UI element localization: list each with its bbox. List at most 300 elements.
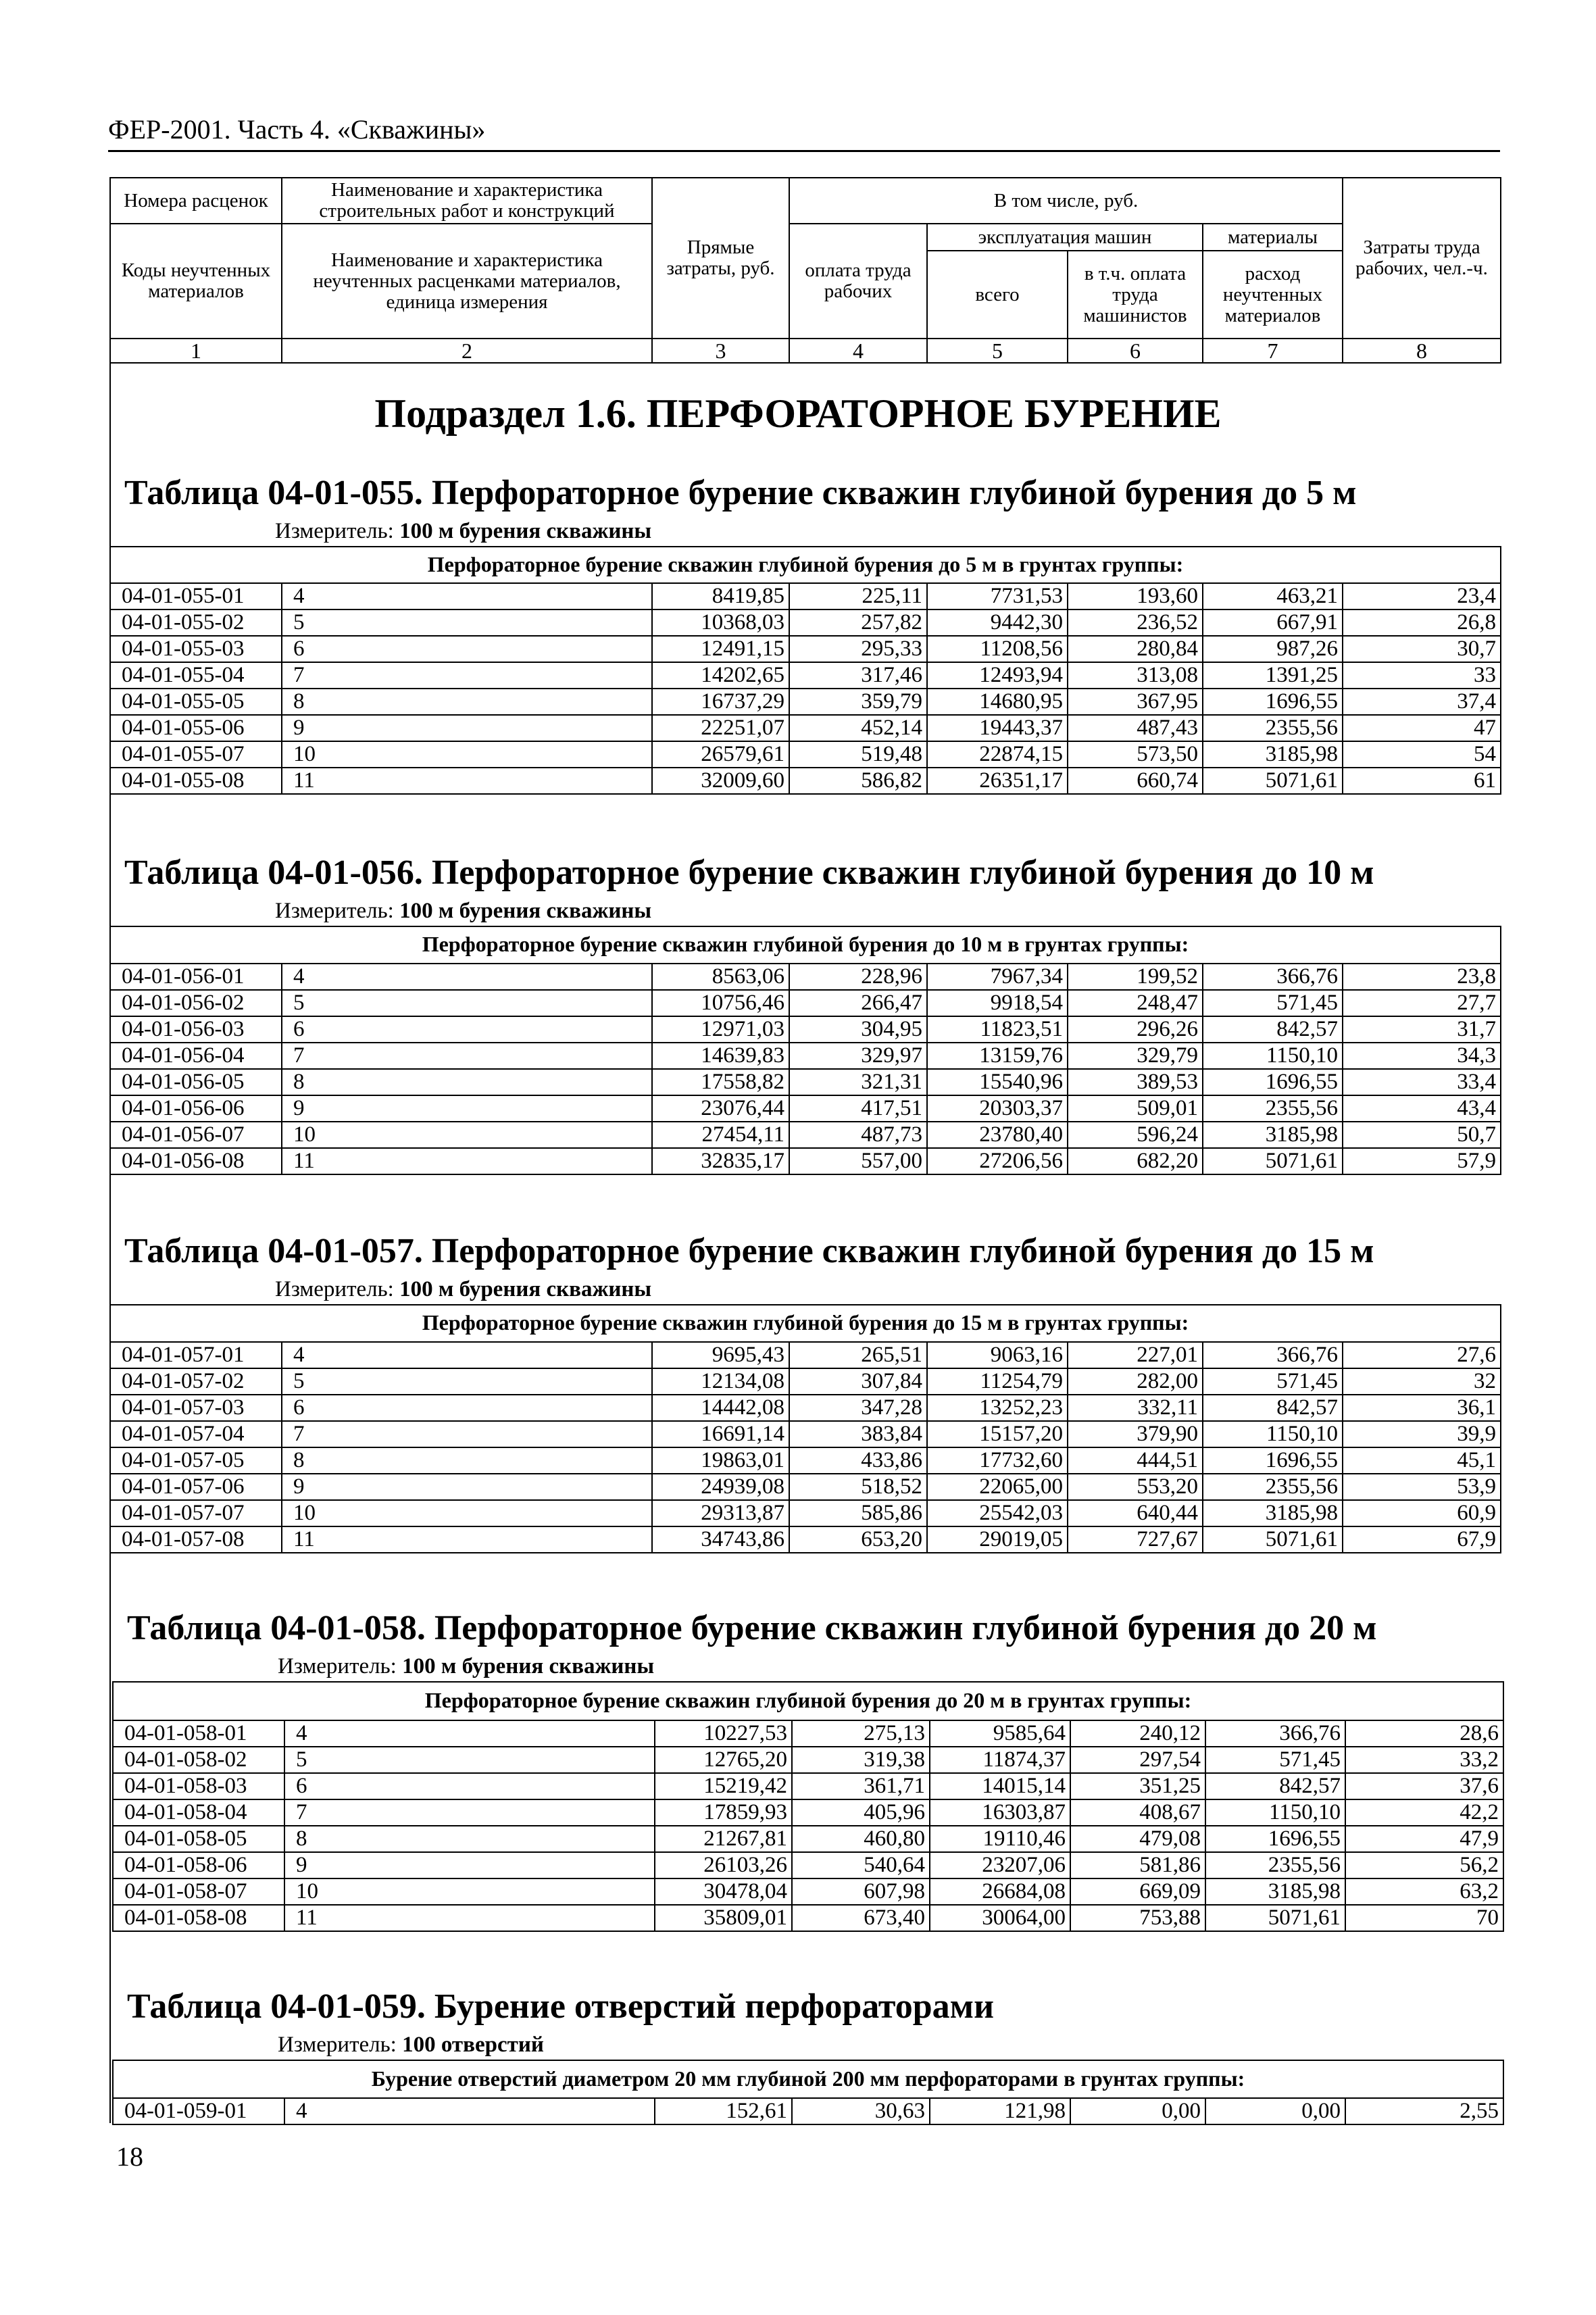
labor-hours-cell: 32 [1343, 1368, 1501, 1395]
worker-pay-cell: 383,84 [789, 1421, 927, 1447]
col-number-3: 3 [652, 339, 789, 363]
operator-pay-cell: 389,53 [1068, 1069, 1203, 1095]
operator-pay-cell: 329,79 [1068, 1043, 1203, 1069]
worker-pay-cell: 225,11 [789, 583, 927, 609]
table-row [110, 1395, 1501, 1421]
table-row [110, 1474, 1501, 1500]
table-subtitle: Перфораторное бурение скважин глубиной бурения до 20 м в грунтах группы: [424, 1688, 1192, 1712]
worker-pay-cell: 460,80 [792, 1826, 930, 1852]
direct-costs-cell: 21267,81 [655, 1826, 792, 1852]
unit-value: 100 отверстий [402, 2033, 544, 2057]
table-row [110, 964, 1501, 990]
soil-group-cell: 8 [282, 1447, 652, 1474]
table-row [110, 1043, 1501, 1069]
machines-total-cell: 11823,51 [927, 1016, 1068, 1043]
machines-total-cell: 22874,15 [927, 741, 1068, 768]
rate-table [109, 582, 1501, 795]
rate-code-cell: 04-01-055-04 [110, 662, 282, 689]
machines-total-cell: 30064,00 [930, 1905, 1070, 1931]
left-margin-rule [109, 346, 111, 2123]
table-row [110, 715, 1501, 741]
worker-pay-cell: 518,52 [789, 1474, 927, 1500]
machines-total-cell: 27206,56 [927, 1148, 1068, 1174]
col-direct-costs-header: Прямые затраты, руб. [652, 178, 789, 339]
operator-pay-cell: 753,88 [1070, 1905, 1205, 1931]
table-row [113, 1799, 1503, 1826]
soil-group-cell: 4 [282, 964, 652, 990]
rate-code-cell: 04-01-056-08 [110, 1148, 282, 1174]
machines-total-cell: 13252,23 [927, 1395, 1068, 1421]
col-material-name-header: Наименование и характеристика неучтенных расценками материалов, единица измерения [282, 224, 652, 339]
unit-value: 100 м бурения скважины [399, 1277, 652, 1301]
labor-hours-cell: 43,4 [1343, 1095, 1501, 1122]
table-row [113, 1878, 1503, 1905]
table-row [113, 1773, 1503, 1799]
worker-pay-cell: 417,51 [789, 1095, 927, 1122]
direct-costs-cell: 14639,83 [652, 1043, 789, 1069]
material-usage-cell: 3185,98 [1203, 1500, 1343, 1526]
table-title: Таблица 04-01-058. Перфораторное бурение скважин глубиной бурения до 20 м [127, 1609, 1377, 1647]
labor-hours-cell: 56,2 [1345, 1852, 1503, 1878]
rate-code-cell: 04-01-055-08 [110, 768, 282, 794]
labor-hours-cell: 30,7 [1343, 636, 1501, 662]
machines-total-cell: 7967,34 [927, 964, 1068, 990]
soil-group-cell: 4 [282, 583, 652, 609]
operator-pay-cell: 553,20 [1068, 1474, 1203, 1500]
table-row [113, 1852, 1503, 1878]
col-operator-pay-header: в т.ч. оплата труда машинистов [1068, 251, 1203, 339]
worker-pay-cell: 433,86 [789, 1447, 927, 1474]
table-row [110, 990, 1501, 1016]
soil-group-cell: 7 [282, 1421, 652, 1447]
direct-costs-cell: 10756,46 [652, 990, 789, 1016]
machines-total-cell: 23207,06 [930, 1852, 1070, 1878]
machines-total-cell: 11874,37 [930, 1747, 1070, 1773]
direct-costs-cell: 12134,08 [652, 1368, 789, 1395]
material-usage-cell: 0,00 [1205, 2098, 1345, 2124]
labor-hours-cell: 39,9 [1343, 1421, 1501, 1447]
table-row [110, 636, 1501, 662]
labor-hours-cell: 33 [1343, 662, 1501, 689]
rate-code-cell: 04-01-057-04 [110, 1421, 282, 1447]
table-subtitle-box [109, 546, 1501, 584]
direct-costs-cell: 16737,29 [652, 689, 789, 715]
column-header-table [109, 177, 1501, 364]
machines-total-cell: 121,98 [930, 2098, 1070, 2124]
operator-pay-cell: 236,52 [1068, 609, 1203, 636]
soil-group-cell: 9 [284, 1852, 655, 1878]
rate-code-cell: 04-01-057-03 [110, 1395, 282, 1421]
machines-total-cell: 23780,40 [927, 1122, 1068, 1148]
labor-hours-cell: 53,9 [1343, 1474, 1501, 1500]
direct-costs-cell: 14202,65 [652, 662, 789, 689]
soil-group-cell: 6 [282, 1395, 652, 1421]
soil-group-cell: 10 [282, 741, 652, 768]
table-title: Таблица 04-01-059. Бурение отверстий перфораторами [127, 1987, 995, 2026]
machines-total-cell: 11254,79 [927, 1368, 1068, 1395]
soil-group-cell: 7 [282, 1043, 652, 1069]
unit-label: Измеритель: [278, 2033, 397, 2057]
col-number-4: 4 [789, 339, 927, 363]
table-row [113, 1905, 1503, 1931]
machines-total-cell: 26351,17 [927, 768, 1068, 794]
worker-pay-cell: 266,47 [789, 990, 927, 1016]
rate-code-cell: 04-01-057-07 [110, 1500, 282, 1526]
table-unit [275, 1277, 651, 1302]
soil-group-cell: 6 [282, 636, 652, 662]
direct-costs-cell: 32009,60 [652, 768, 789, 794]
direct-costs-cell: 17859,93 [655, 1799, 792, 1826]
page-number: 18 [116, 2141, 143, 2172]
unit-value: 100 м бурения скважины [402, 1654, 655, 1678]
machines-total-cell: 7731,53 [927, 583, 1068, 609]
worker-pay-cell: 361,71 [792, 1773, 930, 1799]
rate-code-cell: 04-01-058-08 [113, 1905, 284, 1931]
soil-group-cell: 5 [282, 609, 652, 636]
machines-total-cell: 17732,60 [927, 1447, 1068, 1474]
rate-table [109, 963, 1501, 1175]
table-row [113, 1826, 1503, 1852]
soil-group-cell: 9 [282, 1474, 652, 1500]
labor-hours-cell: 33,4 [1343, 1069, 1501, 1095]
material-usage-cell: 1150,10 [1205, 1799, 1345, 1826]
rate-code-cell: 04-01-059-01 [113, 2098, 284, 2124]
machines-total-cell: 9918,54 [927, 990, 1068, 1016]
operator-pay-cell: 408,67 [1070, 1799, 1205, 1826]
worker-pay-cell: 319,38 [792, 1747, 930, 1773]
labor-hours-cell: 36,1 [1343, 1395, 1501, 1421]
operator-pay-cell: 297,54 [1070, 1747, 1205, 1773]
rate-code-cell: 04-01-057-02 [110, 1368, 282, 1395]
worker-pay-cell: 359,79 [789, 689, 927, 715]
operator-pay-cell: 280,84 [1068, 636, 1203, 662]
worker-pay-cell: 519,48 [789, 741, 927, 768]
material-usage-cell: 1696,55 [1203, 689, 1343, 715]
rate-code-cell: 04-01-057-01 [110, 1342, 282, 1368]
worker-pay-cell: 257,82 [789, 609, 927, 636]
operator-pay-cell: 367,95 [1068, 689, 1203, 715]
operator-pay-cell: 193,60 [1068, 583, 1203, 609]
worker-pay-cell: 653,20 [789, 1526, 927, 1553]
direct-costs-cell: 152,61 [655, 2098, 792, 2124]
worker-pay-cell: 487,73 [789, 1122, 927, 1148]
soil-group-cell: 5 [282, 990, 652, 1016]
rate-code-cell: 04-01-055-06 [110, 715, 282, 741]
rate-code-cell: 04-01-056-04 [110, 1043, 282, 1069]
table-unit [275, 519, 651, 544]
col-machines-header: эксплуатация машин [927, 224, 1203, 251]
material-usage-cell: 1391,25 [1203, 662, 1343, 689]
direct-costs-cell: 9695,43 [652, 1342, 789, 1368]
col-including-header: В том числе, руб. [789, 178, 1343, 224]
operator-pay-cell: 573,50 [1068, 741, 1203, 768]
material-usage-cell: 842,57 [1203, 1395, 1343, 1421]
operator-pay-cell: 444,51 [1068, 1447, 1203, 1474]
worker-pay-cell: 405,96 [792, 1799, 930, 1826]
material-usage-cell: 3185,98 [1203, 1122, 1343, 1148]
rate-code-cell: 04-01-057-06 [110, 1474, 282, 1500]
material-usage-cell: 2355,56 [1205, 1852, 1345, 1878]
worker-pay-cell: 452,14 [789, 715, 927, 741]
operator-pay-cell: 479,08 [1070, 1826, 1205, 1852]
soil-group-cell: 6 [282, 1016, 652, 1043]
rate-code-cell: 04-01-056-06 [110, 1095, 282, 1122]
operator-pay-cell: 727,67 [1068, 1526, 1203, 1553]
table-subtitle: Перфораторное бурение скважин глубиной бурения до 10 м в грунтах группы: [422, 932, 1189, 956]
col-materials-header: материалы [1203, 224, 1343, 251]
worker-pay-cell: 557,00 [789, 1148, 927, 1174]
table-title: Таблица 04-01-057. Перфораторное бурение скважин глубиной бурения до 15 м [124, 1232, 1374, 1270]
col-material-codes-header: Коды неучтенных материалов [110, 224, 282, 339]
material-usage-cell: 1150,10 [1203, 1421, 1343, 1447]
table-subtitle: Бурение отверстий диаметром 20 мм глубиной 200 мм перфораторами в грунтах группы: [371, 2066, 1245, 2091]
labor-hours-cell: 26,8 [1343, 609, 1501, 636]
soil-group-cell: 6 [284, 1773, 655, 1799]
soil-group-cell: 8 [284, 1826, 655, 1852]
operator-pay-cell: 313,08 [1068, 662, 1203, 689]
operator-pay-cell: 296,26 [1068, 1016, 1203, 1043]
operator-pay-cell: 0,00 [1070, 2098, 1205, 2124]
col-work-name-header: Наименование и характеристика строительных работ и конструкций [282, 178, 652, 224]
rate-code-cell: 04-01-055-03 [110, 636, 282, 662]
direct-costs-cell: 29313,87 [652, 1500, 789, 1526]
direct-costs-cell: 19863,01 [652, 1447, 789, 1474]
material-usage-cell: 366,76 [1203, 964, 1343, 990]
table-row [110, 583, 1501, 609]
col-number-8: 8 [1343, 339, 1501, 363]
direct-costs-cell: 30478,04 [655, 1878, 792, 1905]
machines-total-cell: 12493,94 [927, 662, 1068, 689]
table-unit [278, 2033, 544, 2058]
material-usage-cell: 571,45 [1203, 990, 1343, 1016]
machines-total-cell: 16303,87 [930, 1799, 1070, 1826]
labor-hours-cell: 57,9 [1343, 1148, 1501, 1174]
operator-pay-cell: 248,47 [1068, 990, 1203, 1016]
soil-group-cell: 10 [284, 1878, 655, 1905]
worker-pay-cell: 307,84 [789, 1368, 927, 1395]
machines-total-cell: 13159,76 [927, 1043, 1068, 1069]
operator-pay-cell: 240,12 [1070, 1720, 1205, 1747]
operator-pay-cell: 227,01 [1068, 1342, 1203, 1368]
unit-value: 100 м бурения скважины [399, 519, 652, 543]
machines-total-cell: 22065,00 [927, 1474, 1068, 1500]
direct-costs-cell: 23076,44 [652, 1095, 789, 1122]
table-subtitle: Перфораторное бурение скважин глубиной бурения до 5 м в грунтах группы: [427, 552, 1184, 576]
direct-costs-cell: 10368,03 [652, 609, 789, 636]
machines-total-cell: 26684,08 [930, 1878, 1070, 1905]
machines-total-cell: 15540,96 [927, 1069, 1068, 1095]
labor-hours-cell: 45,1 [1343, 1447, 1501, 1474]
rate-table [109, 1341, 1501, 1553]
table-row [110, 609, 1501, 636]
material-usage-cell: 366,76 [1205, 1720, 1345, 1747]
rate-code-cell: 04-01-058-02 [113, 1747, 284, 1773]
machines-total-cell: 9442,30 [927, 609, 1068, 636]
labor-hours-cell: 37,6 [1345, 1773, 1503, 1799]
table-row [110, 1500, 1501, 1526]
machines-total-cell: 11208,56 [927, 636, 1068, 662]
col-material-usage-header: расход неучтенных материалов [1203, 251, 1343, 339]
machines-total-cell: 14680,95 [927, 689, 1068, 715]
labor-hours-cell: 70 [1345, 1905, 1503, 1931]
labor-hours-cell: 2,55 [1345, 2098, 1503, 2124]
worker-pay-cell: 265,51 [789, 1342, 927, 1368]
worker-pay-cell: 586,82 [789, 768, 927, 794]
rate-code-cell: 04-01-058-04 [113, 1799, 284, 1826]
operator-pay-cell: 682,20 [1068, 1148, 1203, 1174]
labor-hours-cell: 67,9 [1343, 1526, 1501, 1553]
table-subtitle-box [109, 1304, 1501, 1343]
table-row [113, 1720, 1503, 1747]
rate-code-cell: 04-01-055-02 [110, 609, 282, 636]
direct-costs-cell: 32835,17 [652, 1148, 789, 1174]
table-subtitle-box [109, 926, 1501, 964]
soil-group-cell: 11 [282, 1526, 652, 1553]
worker-pay-cell: 275,13 [792, 1720, 930, 1747]
soil-group-cell: 9 [282, 1095, 652, 1122]
worker-pay-cell: 585,86 [789, 1500, 927, 1526]
worker-pay-cell: 304,95 [789, 1016, 927, 1043]
rate-code-cell: 04-01-055-01 [110, 583, 282, 609]
col-labor-header: Затраты труда рабочих, чел.-ч. [1343, 178, 1501, 339]
table-row [110, 1122, 1501, 1148]
rate-code-cell: 04-01-057-08 [110, 1526, 282, 1553]
table-row [110, 1095, 1501, 1122]
worker-pay-cell: 317,46 [789, 662, 927, 689]
material-usage-cell: 667,91 [1203, 609, 1343, 636]
labor-hours-cell: 54 [1343, 741, 1501, 768]
labor-hours-cell: 27,7 [1343, 990, 1501, 1016]
rate-code-cell: 04-01-055-07 [110, 741, 282, 768]
table-row [110, 689, 1501, 715]
machines-total-cell: 25542,03 [927, 1500, 1068, 1526]
worker-pay-cell: 607,98 [792, 1878, 930, 1905]
table-row [110, 1016, 1501, 1043]
material-usage-cell: 3185,98 [1203, 741, 1343, 768]
col-number-1: 1 [110, 339, 282, 363]
material-usage-cell: 1696,55 [1205, 1826, 1345, 1852]
table-unit [275, 899, 651, 924]
table-subtitle-box [112, 2060, 1504, 2099]
soil-group-cell: 11 [282, 1148, 652, 1174]
direct-costs-cell: 34743,86 [652, 1526, 789, 1553]
table-row [110, 1368, 1501, 1395]
table-title: Таблица 04-01-055. Перфораторное бурение скважин глубиной бурения до 5 м [124, 474, 1357, 512]
rate-code-cell: 04-01-057-05 [110, 1447, 282, 1474]
material-usage-cell: 1150,10 [1203, 1043, 1343, 1069]
table-row [110, 1421, 1501, 1447]
table-subtitle-box [112, 1681, 1504, 1721]
soil-group-cell: 7 [282, 662, 652, 689]
soil-group-cell: 8 [282, 689, 652, 715]
material-usage-cell: 842,57 [1203, 1016, 1343, 1043]
rate-code-cell: 04-01-058-06 [113, 1852, 284, 1878]
labor-hours-cell: 63,2 [1345, 1878, 1503, 1905]
operator-pay-cell: 640,44 [1068, 1500, 1203, 1526]
unit-label: Измеритель: [275, 899, 394, 923]
col-number-7: 7 [1203, 339, 1343, 363]
col-worker-pay-header: оплата труда рабочих [789, 224, 927, 339]
col-number-5: 5 [927, 339, 1068, 363]
machines-total-cell: 15157,20 [927, 1421, 1068, 1447]
material-usage-cell: 5071,61 [1203, 1148, 1343, 1174]
material-usage-cell: 571,45 [1205, 1747, 1345, 1773]
soil-group-cell: 5 [282, 1368, 652, 1395]
direct-costs-cell: 8419,85 [652, 583, 789, 609]
soil-group-cell: 10 [282, 1122, 652, 1148]
direct-costs-cell: 15219,42 [655, 1773, 792, 1799]
machines-total-cell: 29019,05 [927, 1526, 1068, 1553]
labor-hours-cell: 34,3 [1343, 1043, 1501, 1069]
table-row [110, 1069, 1501, 1095]
soil-group-cell: 4 [284, 1720, 655, 1747]
machines-total-cell: 20303,37 [927, 1095, 1068, 1122]
col-machines-total-header: всего [927, 251, 1068, 339]
unit-value: 100 м бурения скважины [399, 899, 652, 923]
soil-group-cell: 11 [284, 1905, 655, 1931]
material-usage-cell: 571,45 [1203, 1368, 1343, 1395]
worker-pay-cell: 329,97 [789, 1043, 927, 1069]
direct-costs-cell: 14442,08 [652, 1395, 789, 1421]
labor-hours-cell: 47,9 [1345, 1826, 1503, 1852]
document-header: ФЕР-2001. Часть 4. «Скважины» [108, 114, 486, 145]
table-row [110, 1447, 1501, 1474]
table-title: Таблица 04-01-056. Перфораторное бурение скважин глубиной бурения до 10 м [124, 853, 1374, 892]
unit-label: Измеритель: [275, 519, 394, 543]
soil-group-cell: 5 [284, 1747, 655, 1773]
machines-total-cell: 9585,64 [930, 1720, 1070, 1747]
labor-hours-cell: 50,7 [1343, 1122, 1501, 1148]
operator-pay-cell: 596,24 [1068, 1122, 1203, 1148]
operator-pay-cell: 199,52 [1068, 964, 1203, 990]
labor-hours-cell: 23,8 [1343, 964, 1501, 990]
labor-hours-cell: 47 [1343, 715, 1501, 741]
operator-pay-cell: 660,74 [1068, 768, 1203, 794]
operator-pay-cell: 509,01 [1068, 1095, 1203, 1122]
rate-code-cell: 04-01-056-05 [110, 1069, 282, 1095]
direct-costs-cell: 24939,08 [652, 1474, 789, 1500]
material-usage-cell: 2355,56 [1203, 715, 1343, 741]
worker-pay-cell: 30,63 [792, 2098, 930, 2124]
table-subtitle: Перфораторное бурение скважин глубиной бурения до 15 м в грунтах группы: [422, 1310, 1189, 1335]
labor-hours-cell: 27,6 [1343, 1342, 1501, 1368]
labor-hours-cell: 33,2 [1345, 1747, 1503, 1773]
rate-code-cell: 04-01-056-01 [110, 964, 282, 990]
rate-code-cell: 04-01-056-02 [110, 990, 282, 1016]
direct-costs-cell: 26103,26 [655, 1852, 792, 1878]
col-rate-number-header: Номера расценок [110, 178, 282, 224]
direct-costs-cell: 17558,82 [652, 1069, 789, 1095]
table-row [110, 741, 1501, 768]
section-title: Подраздел 1.6. ПЕРФОРАТОРНОЕ БУРЕНИЕ [374, 391, 1222, 436]
soil-group-cell: 11 [282, 768, 652, 794]
material-usage-cell: 366,76 [1203, 1342, 1343, 1368]
unit-label: Измеритель: [275, 1277, 394, 1301]
soil-group-cell: 4 [282, 1342, 652, 1368]
direct-costs-cell: 26579,61 [652, 741, 789, 768]
table-row [110, 768, 1501, 794]
material-usage-cell: 3185,98 [1205, 1878, 1345, 1905]
rate-table [112, 2097, 1504, 2125]
table-row [110, 1526, 1501, 1553]
rate-code-cell: 04-01-058-01 [113, 1720, 284, 1747]
material-usage-cell: 5071,61 [1203, 768, 1343, 794]
material-usage-cell: 2355,56 [1203, 1095, 1343, 1122]
labor-hours-cell: 23,4 [1343, 583, 1501, 609]
operator-pay-cell: 282,00 [1068, 1368, 1203, 1395]
direct-costs-cell: 10227,53 [655, 1720, 792, 1747]
operator-pay-cell: 351,25 [1070, 1773, 1205, 1799]
